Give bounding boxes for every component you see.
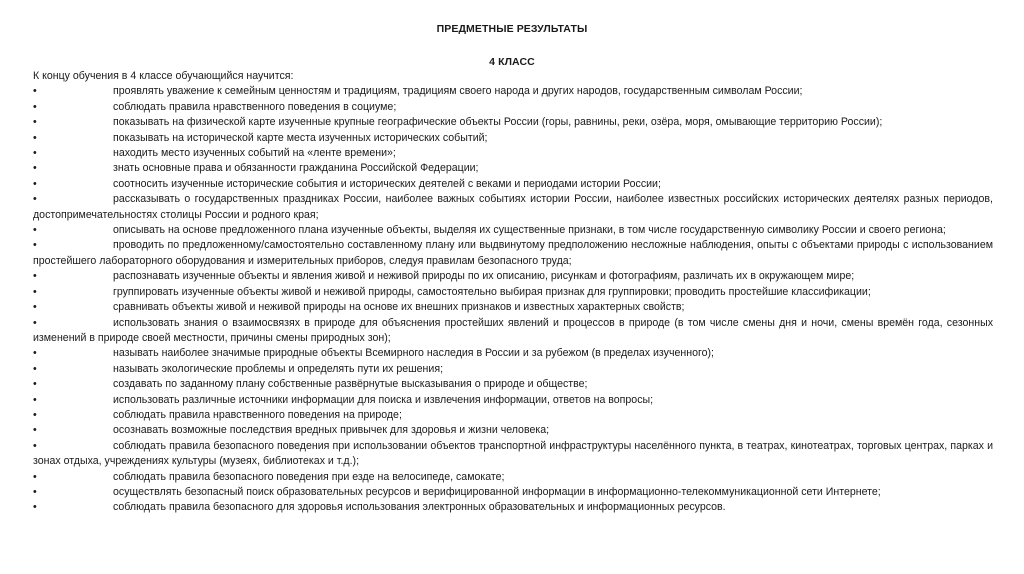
bullet-marker: • — [33, 424, 37, 437]
list-item-text: группировать изученные объекты живой и неживой природы, самостоятельно выбирая признак для группировки; проводить простейшие классификации; — [113, 285, 871, 298]
list-item — [33, 316, 993, 347]
bullet-marker: • — [33, 239, 37, 252]
bullet-marker: • — [33, 285, 37, 298]
list-item-text: использовать знания о взаимосвязях в природе для объяснения простейших явлений и процессов в природе (в том числе смены дня и ночи, смены времён года, сезонных изменений в природе своей местности, причины смены природных зон); — [33, 316, 993, 344]
list-item — [33, 238, 993, 269]
list-item-text: проявлять уважение к семейным ценностям и традициям, традициям своего народа и других народов, государственным символам России; — [113, 85, 803, 98]
list-item-text: распознавать изученные объекты и явления живой и неживой природы по их описанию, рисункам и фотографиям, различать их в окружающем мире; — [113, 270, 855, 283]
list-item — [33, 377, 993, 392]
bullet-marker: • — [33, 224, 37, 237]
bullet-marker: • — [33, 316, 37, 329]
list-item — [33, 177, 993, 192]
list-item — [33, 500, 993, 515]
list-item — [33, 300, 993, 315]
bullet-marker: • — [33, 162, 37, 175]
bullet-marker: • — [33, 177, 37, 190]
bullet-marker: • — [33, 100, 37, 113]
list-item-text: называть наиболее значимые природные объекты Всемирного наследия в России и за рубежом (в пределах изученного); — [113, 347, 714, 360]
list-item — [33, 269, 993, 284]
bullet-marker: • — [33, 501, 37, 514]
results-list — [33, 69, 993, 516]
list-item-text: создавать по заданному плану собственные развёрнутые высказывания о природе и обществе; — [113, 378, 588, 391]
list-item-text: знать основные права и обязанности гражданина Российской Федерации; — [113, 162, 479, 175]
list-item — [33, 470, 993, 485]
list-item — [33, 423, 993, 438]
bullet-marker: • — [33, 270, 37, 283]
bullet-marker: • — [33, 408, 37, 421]
list-item-text: показывать на исторической карте места изученных исторических событий; — [113, 131, 488, 144]
list-item-text: проводить по предложенному/самостоятельно составленному плану или выдвинутому предположению несложные наблюдения, опыты с объектами природы с использованием простейшего лабораторного оборудования и измерительных приборов, следуя правилам безопасного труда; — [33, 239, 993, 267]
bullet-marker: • — [33, 485, 37, 498]
list-item — [33, 131, 993, 146]
list-item-text: описывать на основе предложенного плана изученные объекты, выделяя их существенные признаки, в том числе государственную символику России и своего региона; — [113, 224, 946, 237]
list-item-text: соблюдать правила безопасного для здоровья использования электронных образовательных и информационных ресурсов. — [113, 501, 726, 514]
list-item — [33, 223, 993, 238]
list-item — [33, 84, 993, 99]
bullet-marker: • — [33, 147, 37, 160]
list-item-text: соблюдать правила безопасного поведения при использовании объектов транспортной инфраструктуры населённого пункта, в театрах, кинотеатрах, торговых центрах, парках и зонах отдыха, учреждениях культуры (музеях, библиотеках и т.д.); — [33, 439, 993, 468]
list-item-text: соблюдать правила безопасного поведения при езде на велосипеде, самокате; — [113, 470, 505, 483]
bullet-marker: • — [33, 439, 37, 452]
bullet-marker: • — [33, 347, 37, 360]
page-title: ПРЕДМЕТНЫЕ РЕЗУЛЬТАТЫ — [436, 23, 588, 35]
list-item — [33, 362, 993, 377]
grade-subtitle: 4 КЛАСС — [489, 56, 535, 68]
intro-text: К концу обучения в 4 классе обучающийся научится: — [33, 70, 294, 82]
list-item — [33, 100, 993, 115]
list-item — [33, 485, 993, 500]
list-item-text: показывать на физической карте изученные крупные географические объекты России (горы, равнины, реки, озёра, моря, омывающие территорию России); — [113, 116, 883, 129]
bullet-list — [33, 84, 993, 515]
bullet-marker: • — [33, 378, 37, 391]
bullet-marker: • — [33, 85, 37, 98]
list-item-text: использовать различные источники информации для поиска и извлечения информации, ответов на вопросы; — [113, 393, 654, 406]
list-item — [33, 346, 993, 361]
list-item — [33, 192, 993, 223]
list-item-text: находить место изученных событий на «ленте времени»; — [113, 147, 396, 160]
bullet-marker: • — [33, 193, 37, 206]
list-item — [33, 408, 993, 423]
bullet-marker: • — [33, 393, 37, 406]
list-item-text: соблюдать правила нравственного поведения в социуме; — [113, 100, 397, 113]
list-item — [33, 393, 993, 408]
list-item — [33, 439, 993, 470]
list-item — [33, 146, 993, 161]
list-item-text: осознавать возможные последствия вредных привычек для здоровья и жизни человека; — [113, 424, 550, 437]
bullet-marker: • — [33, 116, 37, 129]
bullet-marker: • — [33, 362, 37, 375]
list-item-text: называть экологические проблемы и определять пути их решения; — [113, 362, 444, 375]
list-item-text: осуществлять безопасный поиск образовательных ресурсов и верифицированной информации в информационно-телекоммуникационной сети Интернете; — [113, 485, 881, 498]
list-item — [33, 115, 993, 130]
list-item — [33, 161, 993, 176]
bullet-marker: • — [33, 301, 37, 314]
bullet-marker: • — [33, 470, 37, 483]
bullet-marker: • — [33, 131, 37, 144]
list-item-text: сравнивать объекты живой и неживой природы на основе их внешних признаков и известных характерных свойств; — [113, 301, 685, 314]
list-item-text: рассказывать о государственных праздниках России, наиболее важных событиях истории России, наиболее известных российских исторических деятелях разных периодов, достопримечательностях столицы России и родного края; — [33, 193, 993, 221]
list-item — [33, 285, 993, 300]
list-item-text: соотносить изученные исторические события и исторических деятелей с веками и периодами истории России; — [113, 177, 661, 190]
list-item-text: соблюдать правила нравственного поведения на природе; — [113, 408, 402, 421]
